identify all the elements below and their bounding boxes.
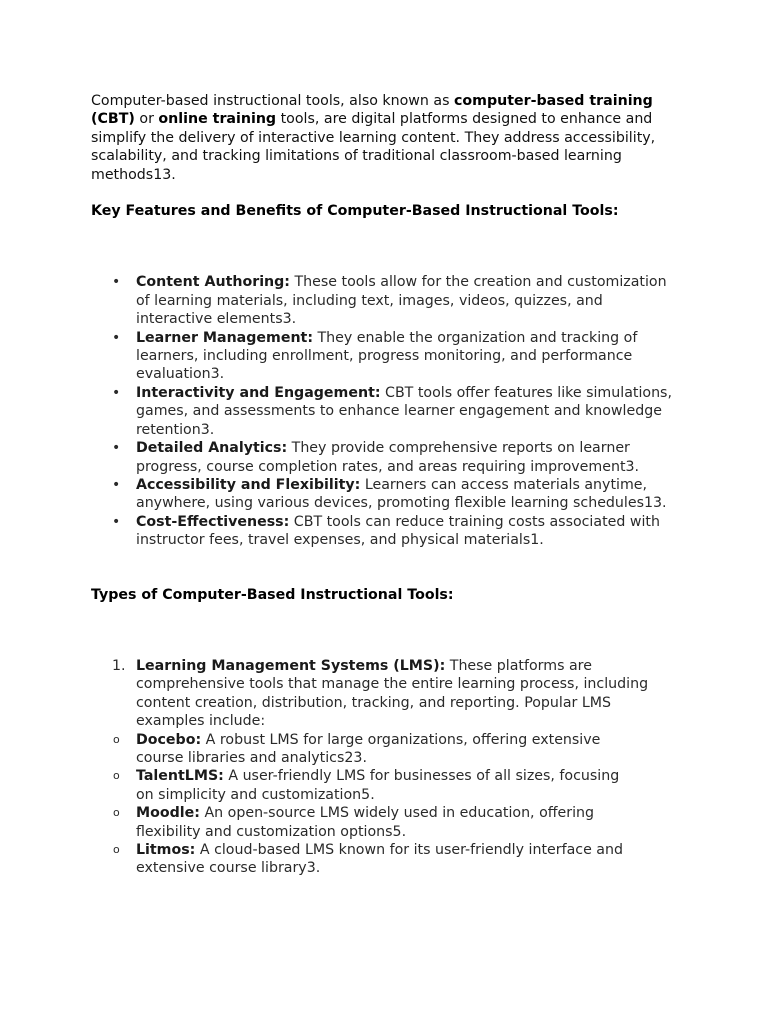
- list-item: [91, 273, 681, 328]
- circle-bullet-icon: o: [113, 769, 120, 783]
- item-title: Litmos:: [136, 842, 196, 858]
- intro-bold-online: online training: [158, 111, 277, 128]
- reference-marker: 5: [361, 786, 371, 803]
- list-item: [91, 476, 681, 513]
- intro-text-3: tools, are digital platforms designed to enhance and simplify the delivery of interactive learning content. They address accessibility, scalability, and tracking limitations of traditional classroom-based learning methods: [91, 111, 656, 183]
- list-item: [91, 804, 636, 841]
- item-text: These platforms are comprehensive tools that manage the entire learning process, including content creation, distribution, tracking, and reporting. Popular LMS examples include:: [136, 657, 649, 730]
- item-title: Learning Management Systems (LMS):: [136, 657, 446, 674]
- list-item: [91, 513, 681, 550]
- item-text: These tools allow for the creation and customization of learning materials, including text, images, videos, quizzes, and interactive elements: [136, 274, 667, 328]
- item-end: .: [662, 495, 667, 512]
- item-text: CBT tools can reduce training costs associated with instructor fees, travel expenses, and physical materials: [136, 513, 660, 549]
- reference-marker: 3: [306, 860, 316, 877]
- list-item: [91, 841, 636, 878]
- item-text: They enable the organization and tracking of learners, including enrollment, progress monitoring, and performance evaluation: [136, 329, 638, 383]
- item-title: Accessibility and Flexibility:: [136, 476, 361, 493]
- bullet-icon: •: [112, 513, 121, 530]
- item-end: .: [209, 421, 215, 438]
- item-end: .: [315, 860, 321, 877]
- intro-text-1: Computer-based instructional tools, also known as: [91, 93, 454, 109]
- reference-marker: 3: [210, 366, 220, 383]
- list-item: [91, 384, 681, 439]
- item-text: An open-source LMS widely used in education, offering flexibility and customization options: [136, 805, 595, 840]
- bullet-icon: •: [112, 476, 121, 493]
- features-list: [91, 273, 678, 549]
- types-list: [91, 657, 678, 878]
- reference-marker: 3: [625, 458, 635, 475]
- reference-marker: 5: [392, 823, 402, 840]
- intro-paragraph: [91, 92, 681, 184]
- item-title: Docebo:: [136, 731, 202, 748]
- reference-marker: 13: [643, 495, 663, 512]
- reference-marker: 1: [530, 532, 540, 549]
- item-text: CBT tools offer features like simulations, games, and assessments to enhance learner engagement and knowledge retention: [136, 384, 672, 438]
- item-title: Content Authoring:: [136, 274, 290, 291]
- item-end: .: [634, 458, 640, 475]
- types-heading: Types of Computer-Based Instructional Tools:: [91, 586, 454, 603]
- list-item: [91, 439, 681, 476]
- intro-text-2: or: [134, 111, 159, 128]
- item-end: .: [219, 366, 225, 383]
- item-text: A robust LMS for large organizations, offering extensive course libraries and analytics: [136, 731, 601, 766]
- list-item: [91, 329, 681, 384]
- item-title: Moodle:: [136, 805, 200, 822]
- reference-marker: 13: [153, 166, 172, 183]
- item-text: Learners can access materials anytime, anywhere, using various devices, promoting flexible learning schedules: [136, 476, 648, 512]
- bullet-icon: •: [112, 274, 121, 291]
- item-title: Detailed Analytics:: [136, 440, 288, 457]
- bullet-icon: •: [112, 440, 121, 457]
- item-text: A user-friendly LMS for businesses of all sizes, focusing on simplicity and customization: [136, 768, 620, 803]
- bullet-icon: •: [112, 329, 121, 346]
- item-title: Learner Management:: [136, 329, 313, 346]
- item-text: They provide comprehensive reports on learner progress, course completion rates, and areas requiring improvement: [136, 440, 630, 475]
- item-title: Interactivity and Engagement:: [136, 384, 381, 401]
- item-end: .: [362, 749, 367, 766]
- intro-bold-cbt: computer-based training (CBT): [91, 93, 653, 128]
- bullet-icon: •: [112, 384, 121, 401]
- list-item: [91, 731, 636, 768]
- item-end: .: [401, 823, 407, 840]
- circle-bullet-icon: o: [113, 806, 120, 820]
- item-text: A cloud-based LMS known for its user-friendly interface and extensive course library: [136, 842, 623, 877]
- features-heading: Key Features and Benefits of Computer-Based Instructional Tools:: [91, 203, 619, 220]
- list-item: [91, 657, 681, 878]
- item-title: Cost-Effectiveness:: [136, 513, 290, 530]
- item-end: .: [370, 786, 375, 803]
- item-end: .: [539, 532, 544, 549]
- list-item: [91, 767, 636, 804]
- item-title: TalentLMS:: [136, 768, 224, 785]
- reference-marker: 3: [200, 421, 210, 438]
- reference-marker: 23: [344, 749, 363, 766]
- lms-examples-list: [91, 731, 681, 878]
- circle-bullet-icon: o: [113, 732, 120, 746]
- list-number: 1.: [112, 657, 126, 674]
- reference-marker: 3: [282, 311, 292, 328]
- intro-end: .: [171, 166, 176, 183]
- item-end: .: [291, 311, 297, 328]
- circle-bullet-icon: o: [113, 843, 120, 856]
